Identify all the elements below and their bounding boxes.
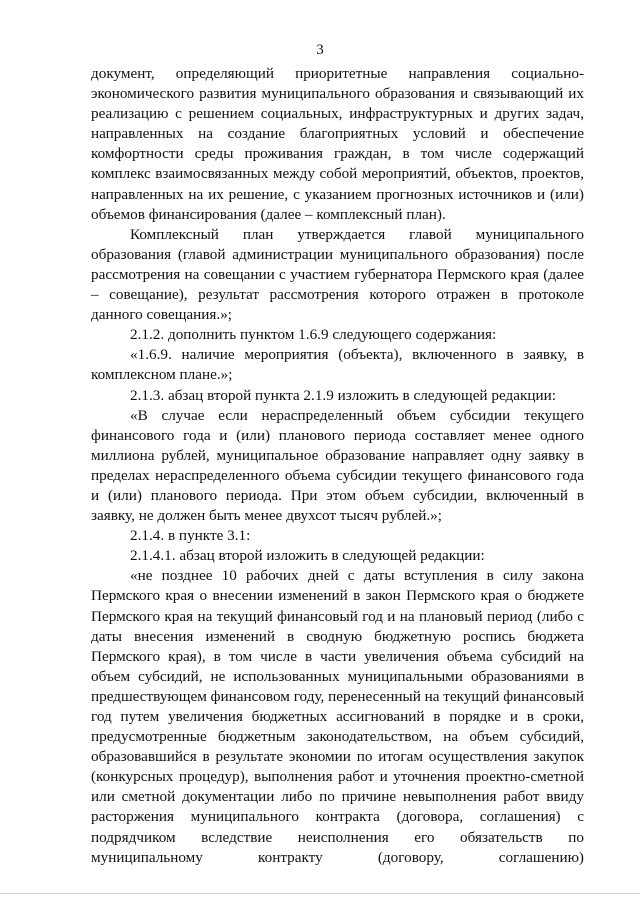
scan-edge-divider — [0, 893, 640, 894]
page-number: 3 — [316, 42, 324, 58]
document-body — [91, 64, 584, 868]
paragraph-item-2-1-3: 2.1.3. абзац второй пункта 2.1.9 изложить в следующей редакции: — [130, 386, 556, 404]
paragraph-deadline-clause: «не позднее 10 рабочих дней с даты вступления в силу закона Пермского края о внесении изменений в закон Пермского края о бюджете Пермского края на текущий финансовый год и на плановый период (либо с даты внесения изменений в сводную бюджетную роспись бюджета Пермского края), в том числе в части увеличения объема субсидий на объем субсидий, не использованных муниципальными образованиями в предшествующем финансовом году, перенесенный на текущий финансовый год путем увеличения бюджетных ассигнований в порядке и в сроки, предусмотренные бюджетным законодательством, на объем субсидий, образовавшийся в результате экономии по итогам осуществления закупок (конкурсных процедур), выполнения работ и уточнения проектно-сметной или сметной документации либо по причине невыполнения работ ввиду расторжения муниципального контракта (договора, соглашения) с подрядчиком вследствие неисполнения его обязательств по муниципальному контракту (договору, соглашению) — [91, 567, 584, 866]
paragraph-item-2-1-4-1: 2.1.4.1. абзац второй изложить в следующей редакции: — [130, 547, 485, 565]
paragraph-item-2-1-4: 2.1.4. в пункте 3.1: — [130, 527, 251, 545]
paragraph-item-1-6-9: «1.6.9. наличие мероприятия (объекта), включенного в заявку, в комплексном плане.»; — [91, 346, 584, 384]
paragraph-item-2-1-2: 2.1.2. дополнить пунктом 1.6.9 следующего содержания: — [130, 326, 497, 344]
paragraph-unallocated-subsidy: «В случае если нераспределенный объем субсидии текущего финансового года и (или) планового периода составляет менее одного миллиона рублей, муниципальное образование направляет одну заявку в пределах нераспределенного объема субсидии текущего финансового года и (или) планового периода. При этом объем субсидии, включенный в заявку, не должен быть менее двухсот тысяч рублей.»; — [91, 406, 584, 525]
paragraph-complex-plan-approval: Комплексный план утверждается главой муниципального образования (главой администрации муниципального образования) после рассмотрения на совещании с участием губернатора Пермского края (далее – совещание), результат рассмотрения которого отражен в протоколе данного совещания.»; — [91, 225, 584, 324]
paragraph-complex-plan-definition: документ, определяющий приоритетные направления социально-экономического развития муниципального образования и связывающий их реализацию с решением социальных, инфраструктурных и других задач, направленных на создание благоприятных условий и обеспечение комфортности среды проживания граждан, в том числе содержащий комплекс взаимосвязанных между собой мероприятий, объектов, проектов, направленных на их решение, с указанием прогнозных источников и (или) объемов финансирования (далее – комплексный план). — [91, 65, 584, 223]
